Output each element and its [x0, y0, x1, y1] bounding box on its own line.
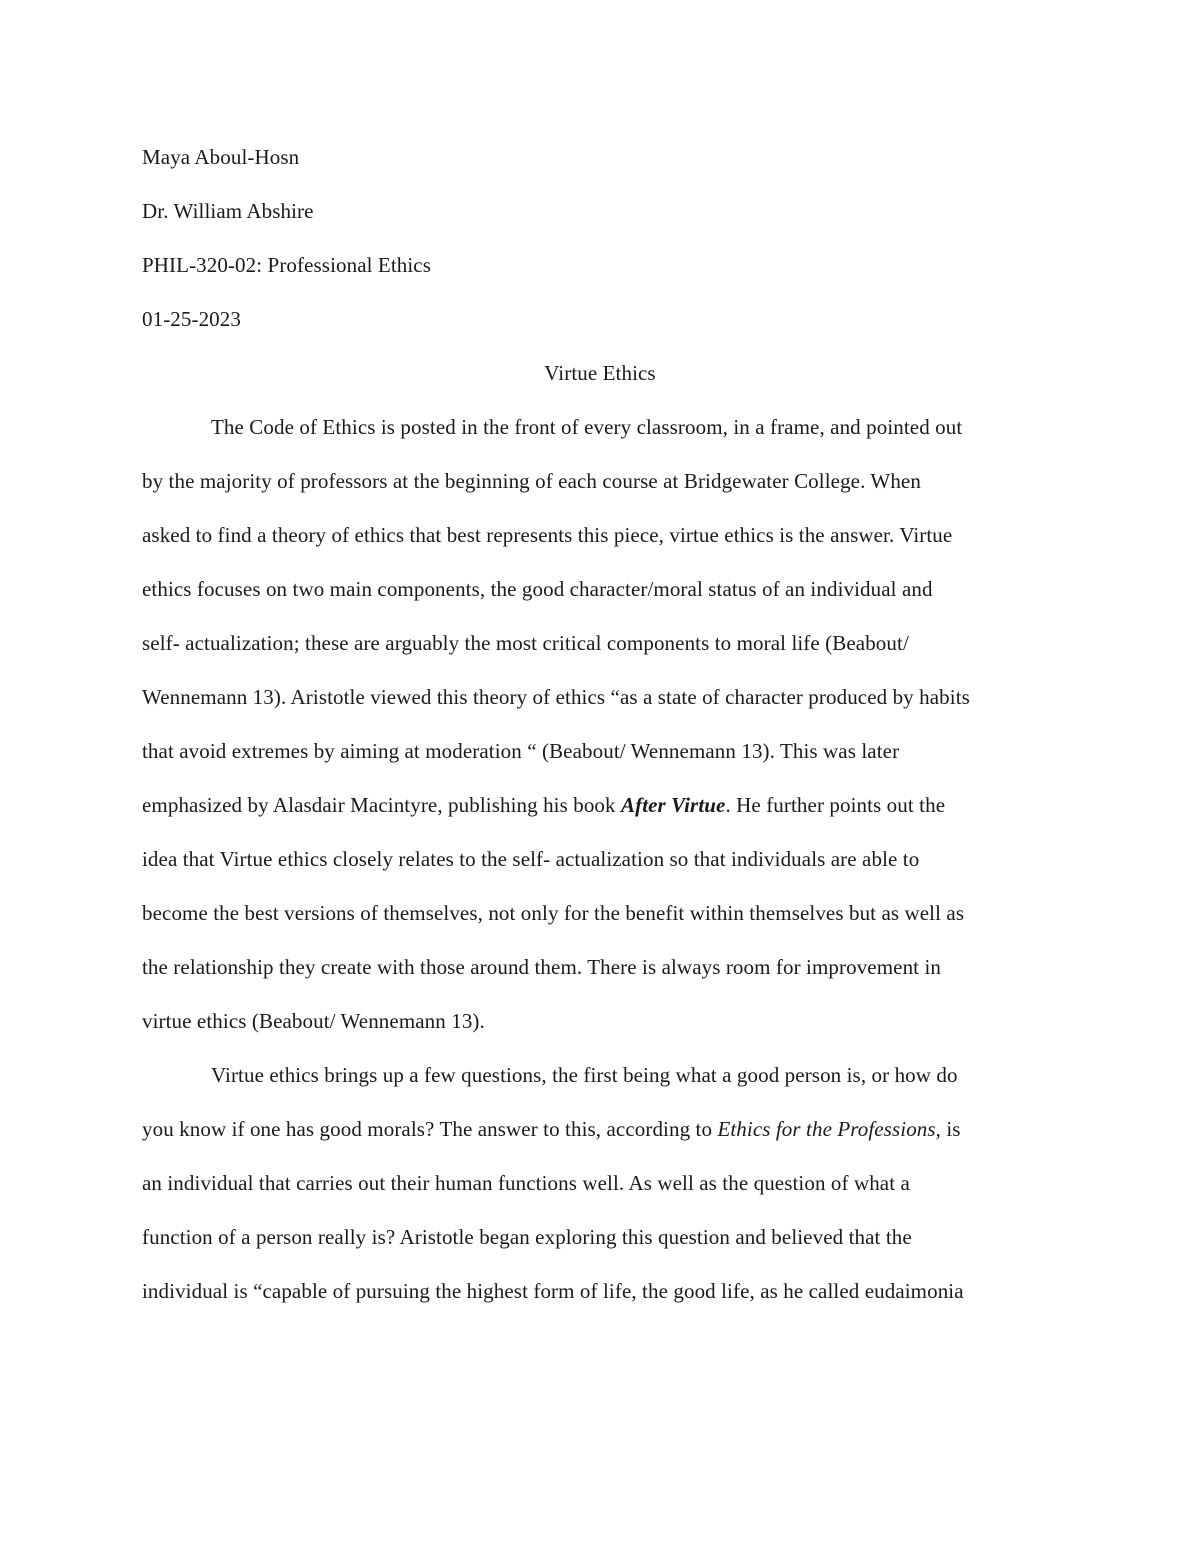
- paragraph-line: self- actualization; these are arguably the most critical components to moral life (Beabout/: [142, 631, 909, 655]
- document-title: Virtue Ethics: [544, 361, 656, 385]
- book-title-ethics-for-the-professions: Ethics for the Professions: [717, 1117, 936, 1141]
- paragraph-line: by the majority of professors at the beginning of each course at Bridgewater College. When: [142, 469, 921, 493]
- paragraph-line: become the best versions of themselves, not only for the benefit within themselves but as well as: [142, 901, 965, 925]
- text-span: . He further points out the: [725, 793, 946, 817]
- paragraph-line: individual is “capable of pursuing the highest form of life, the good life, as he called eudaimonia: [142, 1279, 964, 1303]
- text-span: you know if one has good morals? The answer to this, according to: [142, 1117, 718, 1141]
- paragraph-line: virtue ethics (Beabout/ Wennemann 13).: [142, 1009, 485, 1033]
- instructor-name: Dr. William Abshire: [142, 199, 314, 223]
- paragraph-line: ethics focuses on two main components, the good character/moral status of an individual and: [142, 577, 933, 601]
- text-span: emphasized by Alasdair Macintyre, publishing his book: [142, 793, 621, 817]
- paragraph-line: function of a person really is? Aristotle began exploring this question and believed that the: [142, 1225, 912, 1249]
- paragraph-line: idea that Virtue ethics closely relates to the self- actualization so that individuals are able to: [142, 847, 920, 871]
- paragraph-line: [142, 790, 945, 820]
- submission-date: 01-25-2023: [142, 307, 241, 331]
- text-span: , is: [935, 1117, 961, 1141]
- paragraph-line: that avoid extremes by aiming at moderation “ (Beabout/ Wennemann 13). This was later: [142, 739, 900, 763]
- book-title-after-virtue: After Virtue: [621, 793, 726, 817]
- paragraph-line: [142, 1114, 961, 1144]
- paragraph-line: Virtue ethics brings up a few questions, the first being what a good person is, or how do: [211, 1063, 958, 1087]
- paragraph-line: the relationship they create with those around them. There is always room for improvement in: [142, 955, 942, 979]
- student-name: Maya Aboul-Hosn: [142, 145, 300, 169]
- course-name: PHIL-320-02: Professional Ethics: [142, 253, 431, 277]
- paragraph-line: asked to find a theory of ethics that best represents this piece, virtue ethics is the answer. Virtue: [142, 523, 953, 547]
- paragraph-line: Wennemann 13). Aristotle viewed this theory of ethics “as a state of character produced by habits: [142, 685, 970, 709]
- paragraph-line: an individual that carries out their human functions well. As well as the question of what a: [142, 1171, 910, 1195]
- paragraph-line: The Code of Ethics is posted in the front of every classroom, in a frame, and pointed out: [211, 415, 963, 439]
